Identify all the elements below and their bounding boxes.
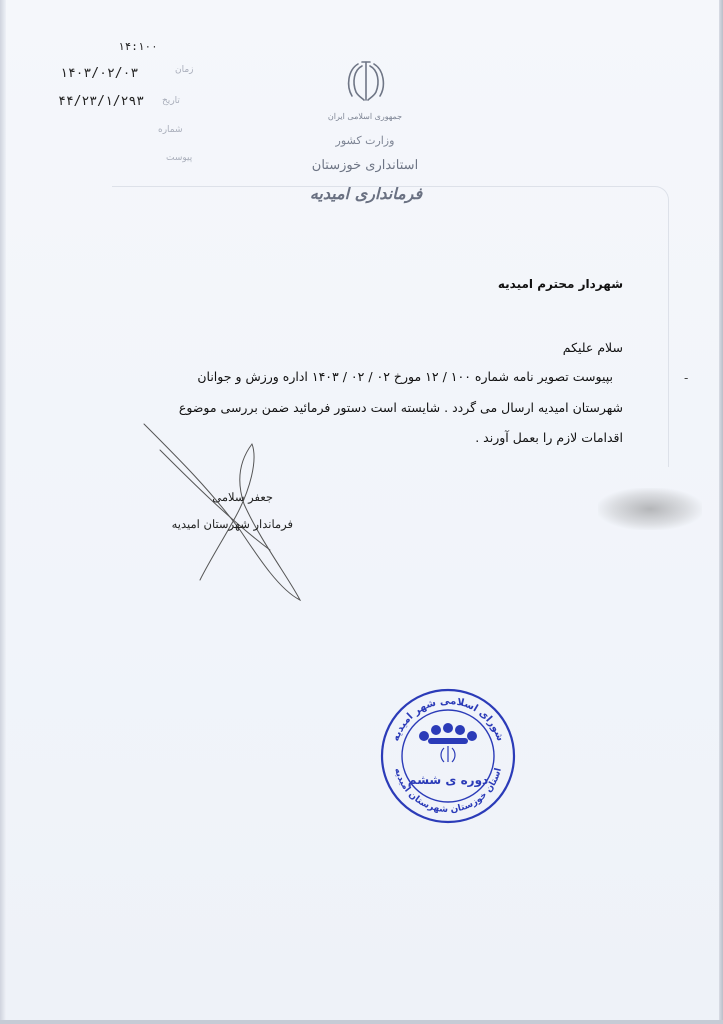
scan-edge-bottom xyxy=(0,1020,723,1024)
signer-title: فرماندار شهرستان امیدیه xyxy=(171,517,293,531)
letter-time: ۱۴:۱۰۰ xyxy=(118,40,158,53)
recipient: شهردار محترم امیدیه xyxy=(497,277,623,291)
handwritten-signature xyxy=(140,420,310,610)
stamp-bottom-text: استان خوزستان شهرستان امیدیه xyxy=(392,767,504,816)
margin-mark: - xyxy=(684,371,689,385)
date-label: تاریخ xyxy=(162,96,180,106)
stamp-top-text: شورای اسلامی شهر امیدیه xyxy=(390,695,506,743)
council-stamp xyxy=(378,686,518,826)
iran-emblem-icon xyxy=(342,56,390,106)
body-line-2: شهرستان امیدیه ارسال می گردد . شایسته است دستور فرمائید ضمن بررسی موضوع xyxy=(178,400,623,415)
scan-smudge xyxy=(598,488,702,530)
letter-number: ۴۴/۲۳/۱/۲۹۳ xyxy=(58,94,145,109)
time-label: زمان xyxy=(175,65,194,75)
letter-date: ۱۴۰۳/۰۲/۰۳ xyxy=(60,66,139,81)
letterhead-line-4: فرمانداری امیدیه xyxy=(309,184,423,203)
letterhead-line-2: وزارت کشور xyxy=(335,134,395,147)
body-line-3: اقدامات لازم را بعمل آورند . xyxy=(475,430,623,445)
letterhead-line-1: جمهوری اسلامی ایران xyxy=(327,112,403,121)
number-label: شماره xyxy=(158,125,183,135)
stamp-center-text: دوره ی ششم xyxy=(407,773,489,787)
letterhead-line-3: استانداری خوزستان xyxy=(311,158,419,173)
attachment-label: پیوست xyxy=(166,153,193,163)
greeting: سلام علیکم xyxy=(562,340,623,355)
scan-edge-right xyxy=(719,0,723,1024)
body-line-1: بپیوست تصویر نامه شماره ۱۰۰ / ۱۲ مورخ ۰۲ / ۰۲ / ۱۴۰۳ اداره ورزش و جوانان xyxy=(197,369,613,384)
signer-name: جعفر سلامی xyxy=(212,490,273,504)
scan-edge-left xyxy=(0,0,6,1024)
